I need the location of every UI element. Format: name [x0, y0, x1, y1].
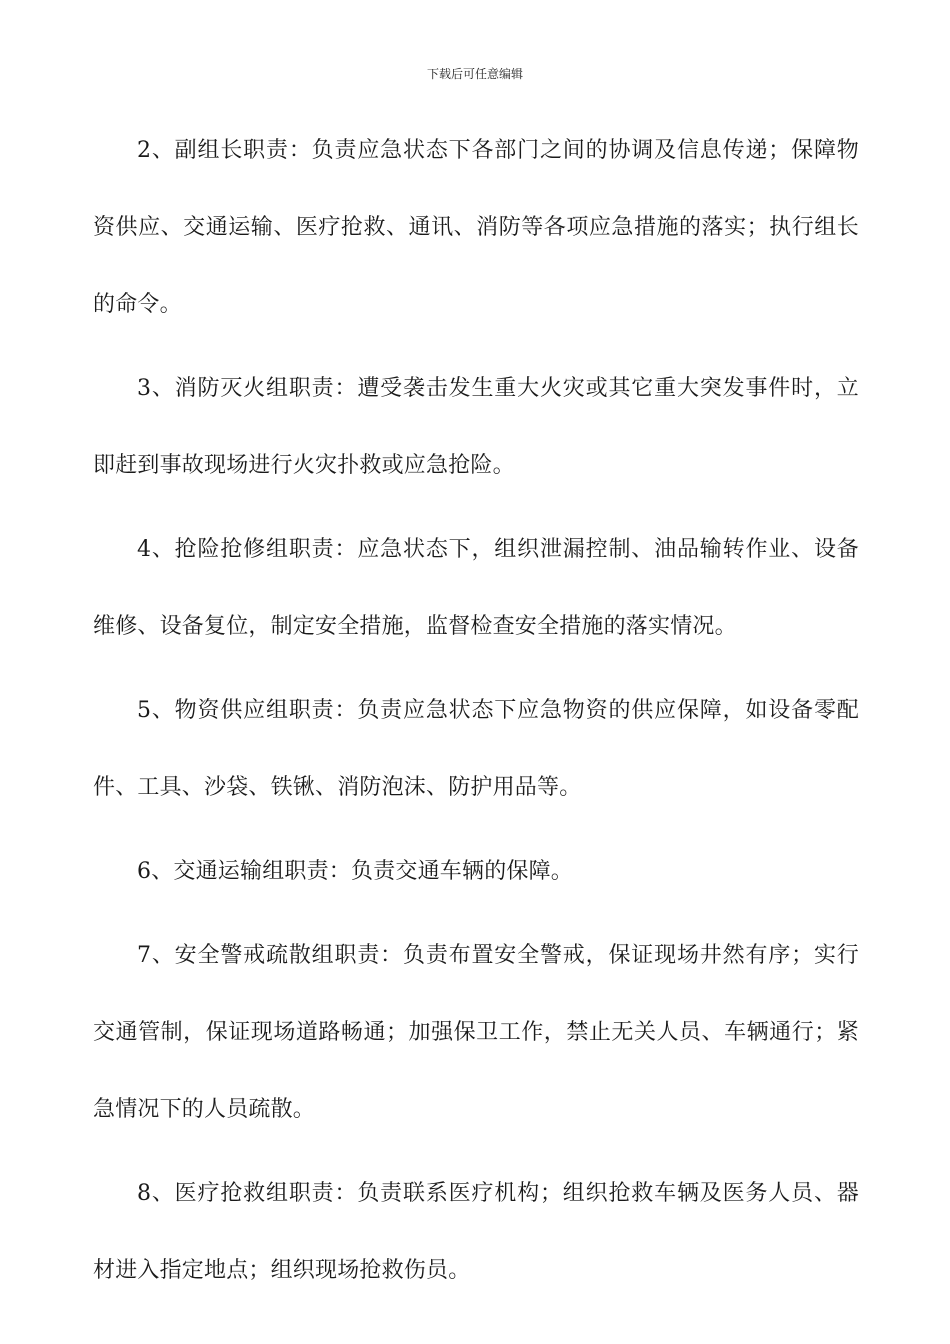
- paragraph-supply-duties: 5、物资供应组职责：负责应急状态下应急物资的供应保障，如设备零配件、工具、沙袋、铁锹、消防泡沫、防护用品等。: [93, 698, 859, 800]
- paragraph-deputy-leader-duties: 2、副组长职责：负责应急状态下各部门之间的协调及信息传递；保障物资供应、交通运输、医疗抢救、通讯、消防等各项应急措施的落实；执行组长的命令。: [93, 138, 859, 317]
- paragraph-repair-duties: 4、抢险抢修组职责：应急状态下，组织泄漏控制、油品输转作业、设备维修、设备复位，制定安全措施，监督检查安全措施的落实情况。: [93, 537, 859, 639]
- paragraph-transport-duties: 6、交通运输组职责：负责交通车辆的保障。: [137, 859, 573, 884]
- paragraph-medical-rescue-duties: 8、医疗抢救组职责：负责联系医疗机构；组织抢救车辆及医务人员、器材进入指定地点；组织现场抢救伤员。: [93, 1181, 859, 1283]
- paragraph-security-evacuation-duties: 7、安全警戒疏散组职责：负责布置安全警戒，保证现场井然有序；实行交通管制，保证现场道路畅通；加强保卫工作，禁止无关人员、车辆通行；紧急情况下的人员疏散。: [93, 943, 859, 1122]
- paragraph-firefighting-duties: 3、消防灭火组职责：遭受袭击发生重大火灾或其它重大突发事件时，立即赶到事故现场进行火灾扑救或应急抢险。: [93, 376, 859, 478]
- header-note: 下载后可任意编辑: [426, 67, 523, 81]
- document-body: [93, 112, 859, 1316]
